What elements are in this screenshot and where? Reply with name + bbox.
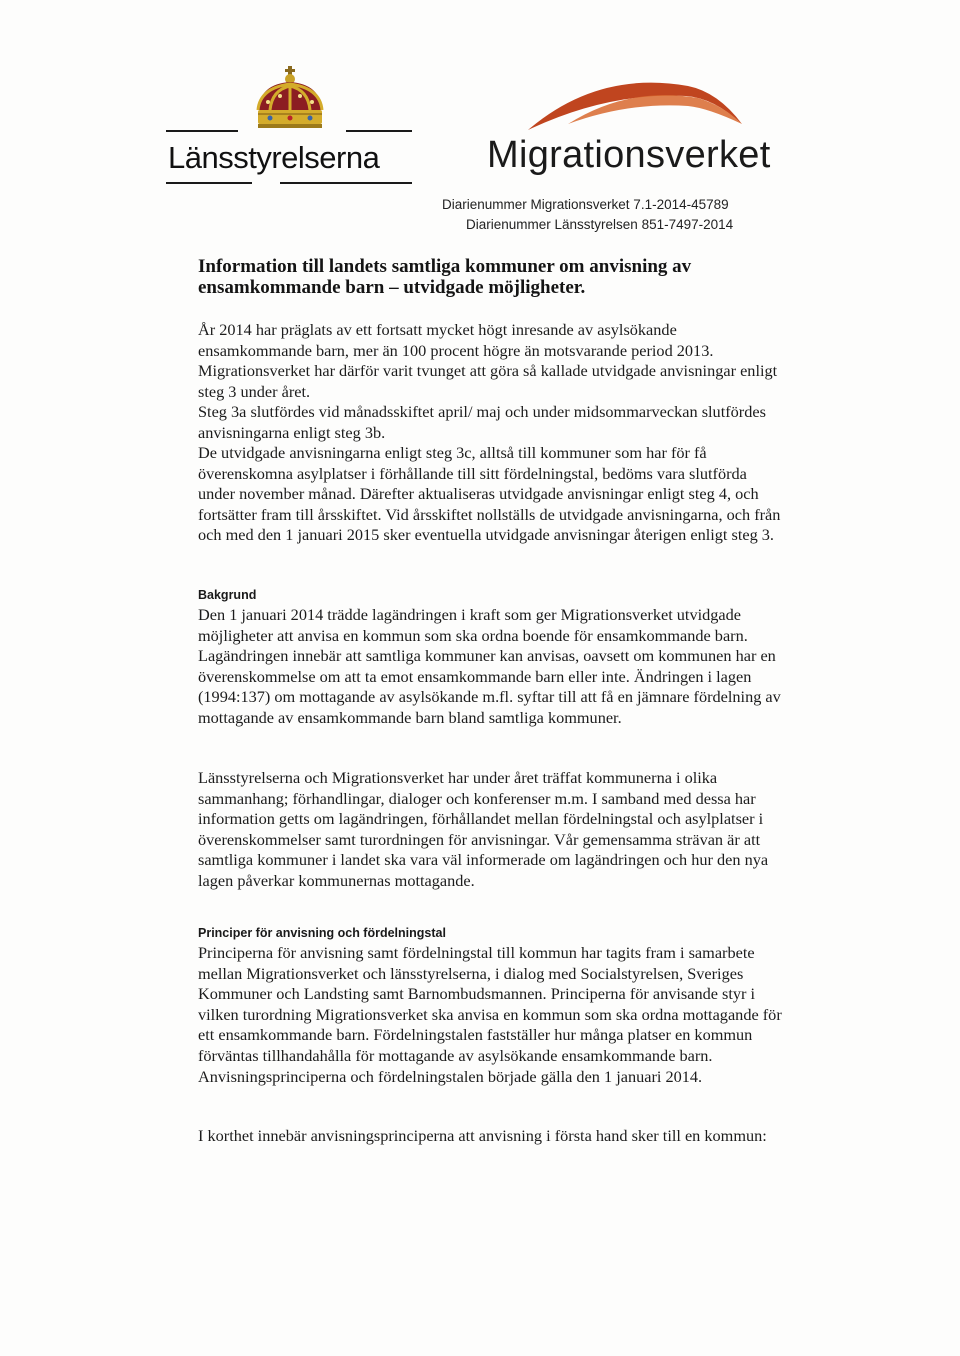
bakgrund-paragraph-1: Den 1 januari 2014 trädde lagändringen i kraft som ger Migrationsverket utvidgade möjligheter att anvisa en kommun som ska ordna boende för ensamkommande barn. Lagändringen innebär att samtliga kommuner kan anvisas, oavsett om kommunen har en överenskommelse om att ta emot ensamkommande barn eller inte. Ändringen i lagen (1994:137) om mottagande av asylsökande m.fl. syftar till att få en jämnare fördelning av mottagande av ensamkommande barn bland samtliga kommuner. bbox=[198, 605, 781, 727]
bakgrund-paragraph-2: Länsstyrelserna och Migrationsverket har under året träffat kommunerna i olika sammanhang; förhandlingar, dialoger och konferenser m.m. I samband med dessa har information getts om lagändringen, förhållandet mellan fördelningstal och asylplatser i överenskommelser samt turordningen för anvisningar. Vår gemensamma strävan är att samtliga kommuner i landet ska vara väl informerade om lagändringen och hur den nya lagen påverkar kommunernas mottagande. bbox=[198, 768, 769, 890]
intro-paragraph-2: Steg 3a slutfördes vid månadsskiftet april/ maj och under midsommarveckan slutfördes anvisningarna enligt steg 3b. bbox=[198, 402, 766, 442]
principer-paragraph-1: Principerna för anvisning samt fördelningstal till kommun har tagits fram i samarbete mellan Migrationsverket och länsstyrelserna, i dialog med Socialstyrelsen, Sveriges Kommuner och Landsting samt Barnombudsmannen. Principerna för anvisande styr i vilken turordning Migrationsverket ska anvisa en kommun som ska ordna mottagande för ett ensamkommande barn. Fördelningstalen fastställer hur många platser en kommun förväntas tillhandahålla för mottagande av asylsökande ensamkommande barn. Anvisningsprinciperna och fördelningstalen började gälla den 1 januari 2014. bbox=[198, 943, 782, 1086]
title-line-1: Information till landets samtliga kommuner om anvisning av bbox=[198, 256, 692, 277]
section-heading-principer: Principer för anvisning och fördelningstal bbox=[198, 926, 446, 940]
migrationsverket-swoosh-icon bbox=[528, 74, 758, 132]
lansstyrelserna-wordmark: Länsstyrelserna bbox=[168, 140, 380, 175]
title-line-2: ensamkommande barn – utvidgade möjligheter. bbox=[198, 277, 586, 298]
reference-lansstyrelsen: Diarienummer Länsstyrelsen 851-7497-2014 bbox=[466, 217, 734, 232]
lansstyrelserna-logo bbox=[160, 58, 420, 198]
reference-migrationsverket: Diarienummer Migrationsverket 7.1-2014-45789 bbox=[442, 197, 729, 212]
migrationsverket-wordmark: Migrationsverket bbox=[487, 134, 771, 176]
document-title bbox=[198, 256, 798, 298]
section-heading-bakgrund: Bakgrund bbox=[198, 588, 257, 602]
intro-paragraph-1: År 2014 har präglats av ett fortsatt mycket högt inresande av asylsökande ensamkommande barn, mer än 100 procent högre än motsvarande period 2013. Migrationsverket har därför varit tvunget att göra så kallade utvidgade anvisningar enligt steg 3 under året. bbox=[198, 320, 778, 401]
intro-paragraph-3: De utvidgade anvisningarna enligt steg 3c, alltså till kommuner som har för få överenskomna asylplatser i förhållande till sitt fördelningstal, bedöms vara slutförda under november månad. Därefter aktualiseras utvidgade anvisningar enligt steg 4, och fortsätter fram till årsskiftet. Vid årsskiftet nollställs de utvidgade anvisningarna, och från och med den 1 januari 2015 sker eventuella utvidgade anvisningar återigen enligt steg 3. bbox=[198, 443, 781, 545]
crown-icon bbox=[250, 66, 330, 136]
principer-paragraph-2: I korthet innebär anvisningsprinciperna att anvisning i första hand sker till en kommun: bbox=[198, 1126, 767, 1145]
